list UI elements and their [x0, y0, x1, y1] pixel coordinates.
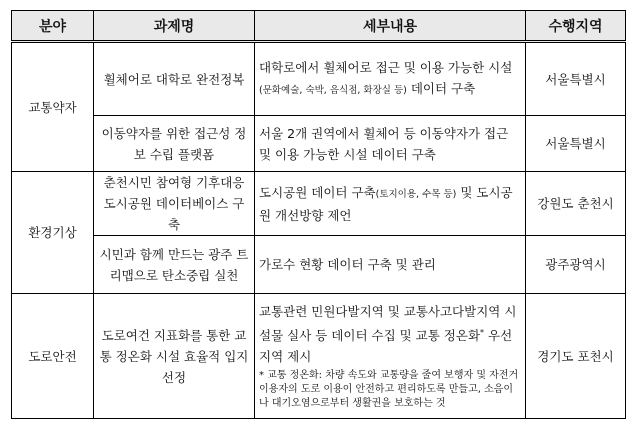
detail-text: 도시공원 데이터 구축	[259, 184, 376, 200]
projects-table	[11, 10, 626, 419]
detail-small-text: (문화예술, 숙박, 음식점, 화장실 등)	[259, 85, 407, 96]
header-row	[12, 11, 626, 42]
detail-cell: 가로수 현황 데이터 구축 및 관리	[255, 236, 526, 294]
detail-small-text: (토지이용, 수목 등)	[375, 188, 457, 200]
detail-cell	[255, 172, 526, 236]
detail-tail-text: 및 도시공원 개선방향 제언	[259, 184, 513, 223]
task-cell: 도로여건 지표화를 통한 교통 정온화 시설 효율적 입지선정	[94, 294, 255, 419]
table-row	[12, 42, 626, 116]
detail-text: 교통관련 민원다발지역 및 교통사고다발지역 시설물 실사 등 데이터 수집 및 교통 정온화	[259, 303, 517, 344]
detail-cell	[255, 294, 526, 419]
header-detail: 세부내용	[255, 11, 526, 42]
table-row	[12, 116, 626, 172]
field-cell: 도로안전	[12, 294, 94, 419]
table-row	[12, 172, 626, 236]
task-cell: 시민과 함께 만드는 광주 트리맵으로 탄소중립 실천	[94, 236, 255, 294]
field-cell: 교통약자	[12, 42, 94, 172]
task-cell: 춘천시민 참여형 기후대응 도시공원 데이터베이스 구축	[94, 172, 255, 236]
footnote-marker: *	[480, 327, 485, 337]
header-region: 수행지역	[526, 11, 626, 42]
table-row	[12, 294, 626, 419]
region-cell: 경기도 포천시	[526, 294, 626, 419]
region-cell: 서울특별시	[526, 42, 626, 116]
header-field: 분야	[12, 11, 94, 42]
detail-cell	[255, 42, 526, 116]
footnote-text: * 교통 정온화: 차량 속도와 교통량을 줄여 보행자 및 자전거 이용자의 도로 이용이 안전하고 편리하도록 만들고, 소음이나 대기오염으로부터 생활권을 보호하는 것	[259, 370, 519, 410]
detail-cell: 서울 2개 권역에서 휠체어 등 이동약자가 접근 및 이용 가능한 시설 데이터 구축	[255, 116, 526, 172]
task-cell: 이동약자를 위한 접근성 정보 수립 플랫폼	[94, 116, 255, 172]
detail-tail-text: 데이터 구축	[406, 81, 476, 96]
table-row	[12, 236, 626, 294]
header-task: 과제명	[94, 11, 255, 42]
task-cell: 휠체어로 대학로 완전정복	[94, 42, 255, 116]
region-cell: 서울특별시	[526, 116, 626, 172]
detail-tail-text: 우선지역 제시	[259, 328, 513, 365]
field-cell: 환경기상	[12, 172, 94, 294]
region-cell: 광주광역시	[526, 236, 626, 294]
region-cell: 강원도 춘천시	[526, 172, 626, 236]
detail-text: 대학로에서 휠체어로 접근 및 이용 가능한 시설	[259, 60, 513, 75]
